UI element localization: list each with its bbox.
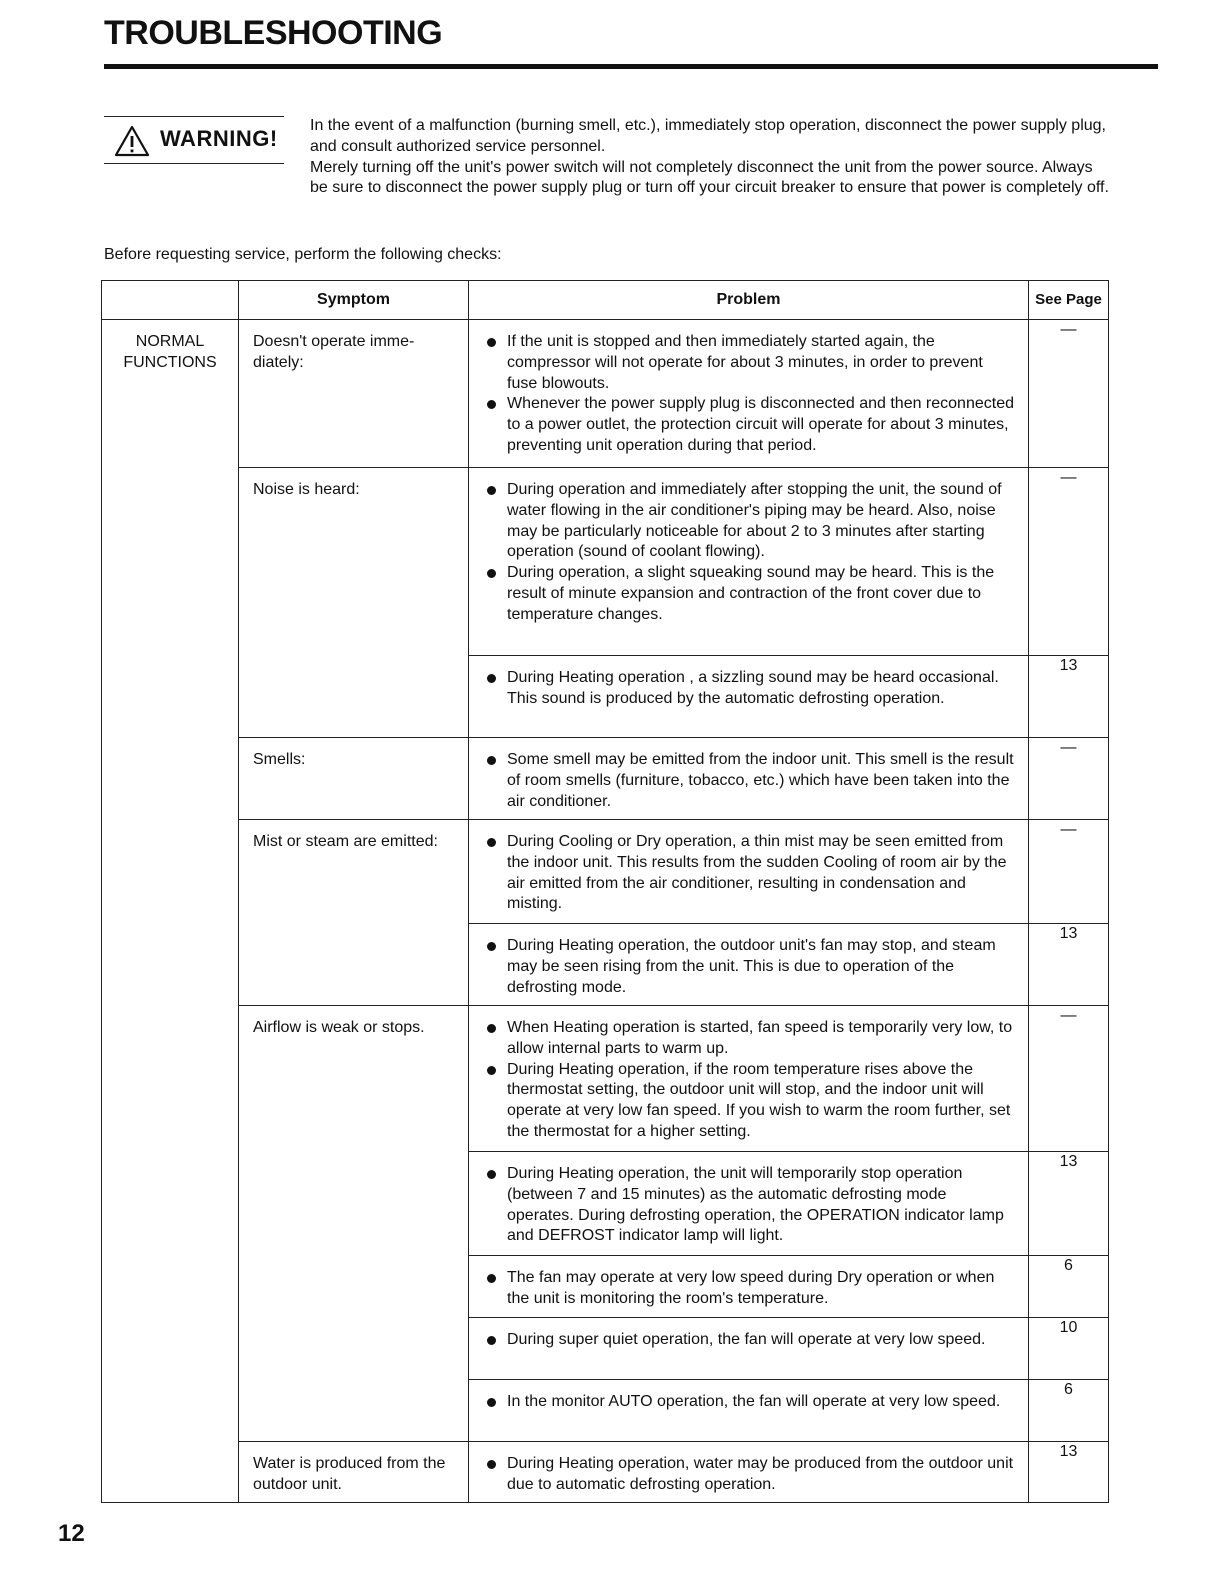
see-page-cell: 10 xyxy=(1029,1318,1109,1380)
list-item xyxy=(485,1018,1014,1060)
list-item xyxy=(485,1164,1014,1247)
header-symptom: Symptom xyxy=(239,281,469,320)
problem-text: If the unit is stopped and then immediately started again, the compressor will not operate for about 3 minutes, in order to prevent fuse blowouts. xyxy=(507,333,983,392)
problem-cell xyxy=(469,320,1029,468)
problem-text: Whenever the power supply plug is disconnected and then reconnected to a power outlet, the protection circuit will operate for about 3 minutes, preventing unit operation during that period. xyxy=(507,395,1014,454)
list-item xyxy=(485,480,1014,563)
list-item xyxy=(485,832,1014,915)
list-item xyxy=(485,750,1014,812)
problem-text: During operation, a slight squeaking sound may be heard. This is the result of minute expansion and contraction of the front cover due to temperature changes. xyxy=(507,564,995,623)
see-page-cell: 13 xyxy=(1029,1152,1109,1256)
bullet-icon xyxy=(487,838,496,847)
list-item xyxy=(485,332,1014,394)
bullet-icon xyxy=(487,338,496,347)
problem-cell xyxy=(469,1318,1029,1380)
page-title: TROUBLESHOOTING xyxy=(104,14,443,52)
table-header-row xyxy=(102,281,1109,320)
warning-text xyxy=(310,116,1110,199)
problem-text: During Heating operation, water may be produced from the outdoor unit due to automatic defrosting operation. xyxy=(507,1455,1014,1493)
see-page-cell: — xyxy=(1029,820,1109,924)
table-row xyxy=(102,738,1109,820)
problem-cell xyxy=(469,656,1029,738)
list-item xyxy=(485,668,1014,710)
problem-text: During operation and immediately after stopping the unit, the sound of water flowing in the air conditioner's piping may be heard. Also, noise may be particularly noticeable for about 2 to 3 minutes after starting operation (sound of coolant flowing). xyxy=(507,481,1002,561)
problem-cell xyxy=(469,1442,1029,1503)
warning-box xyxy=(104,116,284,164)
table-row xyxy=(102,320,1109,468)
table-row xyxy=(102,468,1109,656)
bullet-icon xyxy=(487,942,496,951)
list-item xyxy=(485,563,1014,625)
see-page-cell: — xyxy=(1029,320,1109,468)
symptom-cell: Noise is heard: xyxy=(239,468,469,738)
problem-text: During Heating operation, if the room temperature rises above the thermostat setting, the outdoor unit will stop, and the indoor unit will operate at very low fan speed. If you wish to warm the room further, set the thermostat for a higher setting. xyxy=(507,1060,1011,1140)
see-page-cell: 13 xyxy=(1029,656,1109,738)
page-number: 12 xyxy=(58,1520,85,1547)
symptom-cell: Airflow is weak or stops. xyxy=(239,1006,469,1442)
symptom-cell: Doesn't operate imme-diately: xyxy=(239,320,469,468)
table-row xyxy=(102,1442,1109,1503)
warning-triangle-icon xyxy=(114,125,150,157)
see-page-cell: — xyxy=(1029,1006,1109,1152)
see-page-cell: — xyxy=(1029,738,1109,820)
problem-text: During Heating operation, the outdoor unit's fan may stop, and steam may be seen rising from the unit. This is due to operation of the defrosting mode. xyxy=(507,937,996,996)
intro-text: Before requesting service, perform the following checks: xyxy=(104,246,502,263)
problem-text: Some smell may be emitted from the indoor unit. This smell is the result of room smells (furniture, tobacco, etc.) which have been taken into the air conditioner. xyxy=(507,751,1014,810)
bullet-icon xyxy=(487,1460,496,1469)
problem-cell xyxy=(469,738,1029,820)
problem-cell xyxy=(469,468,1029,656)
problem-text: During Heating operation, the unit will temporarily stop operation (between 7 and 15 minutes) as the automatic defrosting mode operates. During defrosting operation, the OPERATION indicator lamp and DEFROST indicator lamp will light. xyxy=(507,1165,1004,1245)
bullet-icon xyxy=(487,1024,496,1033)
warning-paragraph: Merely turning off the unit's power switch will not completely disconnect the unit from the power source. Always be sure to disconnect the power supply plug or turn off your circuit breaker to ensure that power is completely off. xyxy=(310,158,1109,197)
symptom-cell: Smells: xyxy=(239,738,469,820)
problem-text: In the monitor AUTO operation, the fan will operate at very low speed. xyxy=(507,1393,1001,1410)
list-item xyxy=(485,1454,1014,1496)
see-page-cell: 6 xyxy=(1029,1380,1109,1442)
bullet-icon xyxy=(487,486,496,495)
symptom-cell: Mist or steam are emitted: xyxy=(239,820,469,1006)
bullet-icon xyxy=(487,1398,496,1407)
title-rule xyxy=(104,64,1158,69)
bullet-icon xyxy=(487,674,496,683)
bullet-icon xyxy=(487,1336,496,1345)
bullet-icon xyxy=(487,1170,496,1179)
table-row xyxy=(102,1006,1109,1152)
problem-text: During Cooling or Dry operation, a thin mist may be seen emitted from the indoor unit. This results from the sudden Cooling of room air by the air emitted from the air conditioner, resulting in condensation and misting. xyxy=(507,833,1007,913)
warning-paragraph: In the event of a malfunction (burning smell, etc.), immediately stop operation, disconnect the power supply plug, and consult authorized service personnel. xyxy=(310,117,1106,155)
see-page-cell: 13 xyxy=(1029,1442,1109,1503)
see-page-cell: 13 xyxy=(1029,924,1109,1006)
bullet-icon xyxy=(487,756,496,765)
problem-text: The fan may operate at very low speed during Dry operation or when the unit is monitoring the room's temperature. xyxy=(507,1269,995,1307)
table-row xyxy=(102,820,1109,924)
problem-text: During super quiet operation, the fan will operate at very low speed. xyxy=(507,1331,986,1348)
symptom-cell: Water is produced from the outdoor unit. xyxy=(239,1442,469,1503)
header-category xyxy=(102,281,239,320)
warning-label: WARNING! xyxy=(160,126,278,151)
bullet-icon xyxy=(487,400,496,409)
problem-text: When Heating operation is started, fan speed is temporarily very low, to allow internal parts to warm up. xyxy=(507,1019,1013,1057)
bullet-icon xyxy=(487,1274,496,1283)
problem-cell xyxy=(469,924,1029,1006)
list-item xyxy=(485,1392,1014,1413)
problem-cell xyxy=(469,1006,1029,1152)
problem-cell xyxy=(469,820,1029,924)
troubleshooting-table xyxy=(101,280,1109,1503)
header-problem: Problem xyxy=(469,281,1029,320)
problem-cell xyxy=(469,1380,1029,1442)
list-item xyxy=(485,1060,1014,1143)
problem-cell xyxy=(469,1256,1029,1318)
bullet-icon xyxy=(487,1066,496,1075)
bullet-icon xyxy=(487,569,496,578)
list-item xyxy=(485,394,1014,456)
see-page-cell: — xyxy=(1029,468,1109,656)
list-item xyxy=(485,1330,1014,1351)
list-item xyxy=(485,936,1014,998)
problem-text: During Heating operation , a sizzling sound may be heard occasional. This sound is produced by the automatic defrosting operation. xyxy=(507,669,999,707)
problem-cell xyxy=(469,1152,1029,1256)
category-cell: NORMAL FUNCTIONS xyxy=(102,320,239,1503)
header-see-page: See Page xyxy=(1029,281,1109,320)
see-page-cell: 6 xyxy=(1029,1256,1109,1318)
list-item xyxy=(485,1268,1014,1310)
